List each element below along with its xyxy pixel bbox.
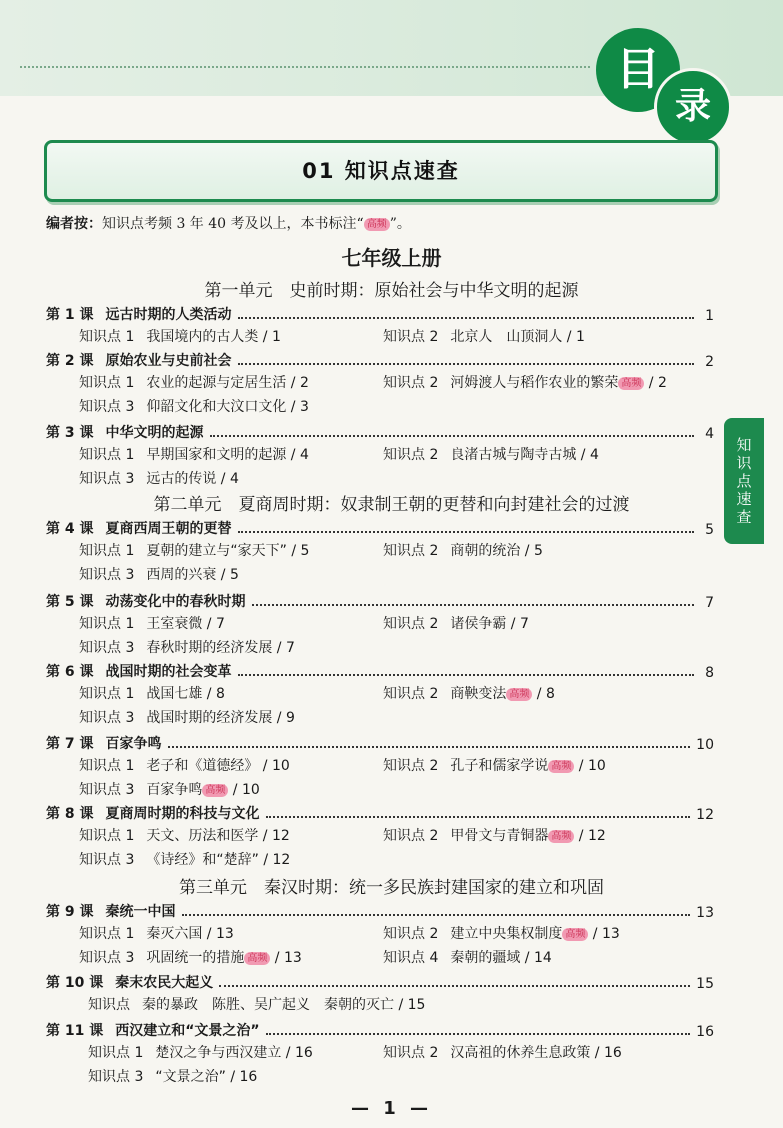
knowledge-point[interactable] [383,540,543,560]
dot-leader [210,435,695,437]
knowledge-point-title: 战国时期的经济发展 [146,710,273,726]
hot-badge: 高频 [562,928,588,941]
knowledge-point-page: 7 [285,640,295,656]
knowledge-point-title: 秦朝的疆域 [450,950,521,966]
side-tab-char: 知 [736,436,752,454]
knowledge-point-label: 知识点 1 [79,375,135,391]
page-separator: / [202,926,216,942]
knowledge-point[interactable] [79,326,281,346]
lesson-number: 第 2 课 [46,353,94,369]
editor-note-text-end: ”。 [389,216,411,232]
page-separator: / [286,399,300,415]
knowledge-point-page: 9 [285,710,295,726]
knowledge-point-label: 知识点 2 [383,926,439,942]
lesson-number: 第 7 课 [46,736,94,752]
knowledge-point[interactable] [88,994,425,1014]
page-separator: / [202,686,216,702]
knowledge-point-label: 知识点 3 [79,710,135,726]
lesson-number: 第 4 课 [46,521,94,537]
hot-badge: 高频 [548,760,574,773]
knowledge-point-label: 知识点 3 [79,399,135,415]
lesson-number: 第 9 课 [46,904,94,920]
knowledge-point-page: 10 [241,782,260,798]
lesson-title: 原始农业与史前社会 [105,353,232,369]
lesson-title: 中华文明的起源 [105,425,204,441]
lesson-page: 8 [705,665,714,681]
knowledge-point-title: 天文、历法和医学 [146,828,259,844]
knowledge-point[interactable] [79,396,309,416]
knowledge-point[interactable] [79,947,302,967]
toc-badge-char-1: 目 [596,28,680,112]
knowledge-point[interactable] [79,637,295,657]
knowledge-point-title: 百家争鸣 [146,782,203,798]
page-separator: / [272,710,286,726]
page-separator: / [286,543,301,559]
side-tab-char: 速 [736,490,752,508]
lesson-title: 远古时期的人类活动 [105,307,232,323]
knowledge-point-label: 知识点 2 [383,616,439,632]
page-separator: / [532,686,546,702]
knowledge-point-title: 商朝的统治 [450,543,521,559]
toc-lesson-row[interactable] [46,1018,714,1040]
page-separator: / [394,997,408,1013]
knowledge-point-label: 知识点 1 [79,828,135,844]
knowledge-point-label: 知识点 1 [79,543,135,559]
knowledge-point[interactable] [79,468,239,488]
toc-lesson-row[interactable] [46,589,714,611]
page-separator: / [258,758,272,774]
lesson-page: 10 [696,737,714,753]
lesson-page: 7 [705,595,714,611]
knowledge-point[interactable] [88,1042,313,1062]
page-separator: / [588,926,602,942]
lesson-number: 第 11 课 [46,1023,104,1039]
knowledge-point-label: 知识点 3 [79,640,135,656]
side-tab-char: 点 [736,472,752,490]
knowledge-point-label: 知识点 1 [88,1045,144,1061]
hot-badge: 高频 [618,377,644,390]
knowledge-point-label: 知识点 3 [79,782,135,798]
page-separator: / [225,1069,240,1085]
knowledge-point-title: 仰韶文化和大汶口文化 [146,399,287,415]
page-separator: / [272,640,286,656]
page-separator: / [574,828,588,844]
knowledge-point[interactable] [383,444,599,464]
knowledge-point-label: 知识点 2 [383,329,439,345]
page-separator: / [286,375,300,391]
page-separator: / [574,758,588,774]
knowledge-point[interactable] [79,540,309,560]
knowledge-point[interactable] [79,372,309,392]
lesson-number: 第 1 课 [46,307,94,323]
lesson-page: 12 [696,807,714,823]
lesson-title: 秦末农民大起义 [115,975,214,991]
unit-title: 第三单元 秦汉时期：统一多民族封建国家的建立和巩固 [179,878,604,898]
lesson-number: 第 10 课 [46,975,104,991]
knowledge-point-label: 知识点 2 [383,375,439,391]
knowledge-point[interactable] [383,326,585,346]
toc-lesson-row[interactable] [46,348,714,370]
knowledge-point[interactable] [79,779,260,799]
dot-leader [238,531,695,533]
knowledge-point-page: 12 [272,852,291,868]
knowledge-point-title: 秦的暴政 陈胜、吴广起义 秦朝的灭亡 [142,997,394,1013]
lesson-page: 16 [696,1024,714,1040]
knowledge-point-label: 知识点 2 [383,543,439,559]
hot-badge: 高频 [202,784,228,797]
volume-title: 七年级上册 [341,246,442,270]
knowledge-point-page: 13 [215,926,234,942]
knowledge-point-label: 知识点 1 [79,686,135,702]
knowledge-point[interactable] [383,372,667,392]
toc-lesson-row[interactable] [46,970,714,992]
dot-leader [238,317,695,319]
knowledge-point-page: 4 [299,447,309,463]
knowledge-point-title: 秦灭六国 [146,926,203,942]
knowledge-point-page: 13 [601,926,620,942]
knowledge-point-page: 16 [294,1045,313,1061]
toc-lesson-row[interactable] [46,801,714,823]
section-banner [44,140,718,202]
knowledge-point-title: “文景之治” [155,1069,226,1085]
knowledge-point-label: 知识点 4 [383,950,439,966]
dot-leader [168,746,691,748]
knowledge-point-page: 4 [229,471,239,487]
lesson-page: 15 [696,976,714,992]
toc-lesson-row[interactable] [46,302,714,324]
page-separator: / [258,852,273,868]
knowledge-point-page: 16 [603,1045,622,1061]
lesson-page: 5 [705,522,714,538]
page-separator: / [562,329,576,345]
knowledge-point[interactable] [383,683,555,703]
knowledge-point[interactable] [383,613,529,633]
knowledge-point-page: 8 [545,686,555,702]
knowledge-point-title: 老子和《道德经》 [146,758,259,774]
knowledge-point-page: 12 [271,828,290,844]
hot-badge: 高频 [548,830,574,843]
toc-lesson-row[interactable] [46,516,714,538]
knowledge-point-label: 知识点 1 [79,758,135,774]
knowledge-point-page: 14 [533,950,552,966]
knowledge-point-title: 商鞅变法 [450,686,507,702]
knowledge-point[interactable] [79,825,290,845]
knowledge-point-title: 王室衰微 [146,616,203,632]
lesson-page: 13 [696,905,714,921]
knowledge-point-label: 知识点 3 [79,471,135,487]
unit-title: 第一单元 史前时期：原始社会与中华文明的起源 [204,281,579,301]
knowledge-point-title: 河姆渡人与稻作农业的繁荣 [450,375,619,391]
knowledge-point-label: 知识点 3 [79,950,135,966]
knowledge-point-page: 1 [575,329,585,345]
lesson-number: 第 5 课 [46,594,94,610]
knowledge-point[interactable] [79,613,225,633]
lesson-page: 4 [705,426,714,442]
page-separator: / [258,828,272,844]
knowledge-point-label: 知识点 2 [383,686,439,702]
editor-note-label: 编者按： [46,216,102,232]
dot-leader [182,914,691,916]
toc-badge-char-2: 录 [654,68,732,146]
dot-leader [266,1033,691,1035]
lesson-number: 第 8 课 [46,806,94,822]
knowledge-point-label: 知识点 [88,997,130,1013]
knowledge-point[interactable] [383,755,606,775]
knowledge-point-label: 知识点 2 [383,447,439,463]
knowledge-point-title: 远古的传说 [146,471,217,487]
knowledge-point-label: 知识点 1 [79,616,135,632]
lesson-number: 第 6 课 [46,664,94,680]
lesson-number: 第 3 课 [46,425,94,441]
knowledge-point-page: 7 [519,616,529,632]
toc-lesson-row[interactable] [46,899,714,921]
page-separator: / [281,1045,295,1061]
lesson-title: 夏商西周王朝的更替 [105,521,232,537]
knowledge-point-label: 知识点 1 [79,926,135,942]
page-separator: / [644,375,658,391]
knowledge-point-title: 良渚古城与陶寺古城 [450,447,577,463]
page-separator: / [270,950,284,966]
knowledge-point-title: 甲骨文与青铜器 [450,828,549,844]
knowledge-point-page: 7 [215,616,225,632]
knowledge-point-title: 汉高祖的休养生息政策 [450,1045,591,1061]
page-separator: / [590,1045,604,1061]
lesson-title: 战国时期的社会变革 [105,664,232,680]
knowledge-point-title: 北京人 山顶洞人 [450,329,563,345]
knowledge-point-label: 知识点 3 [88,1069,144,1085]
knowledge-point[interactable] [88,1066,257,1086]
toc-badge [596,28,728,128]
page-separator: / [520,543,534,559]
lesson-page: 2 [705,354,714,370]
knowledge-point-title: 早期国家和文明的起源 [146,447,287,463]
toc-lesson-row[interactable] [46,420,714,442]
header-dotted-line [20,66,590,68]
knowledge-point-title: 西周的兴衰 [146,567,217,583]
knowledge-point-page: 3 [299,399,309,415]
page-separator: / [216,471,230,487]
side-tab-char: 识 [736,454,752,472]
section-title: 01 知识点速查 [302,159,460,183]
knowledge-point[interactable] [383,825,606,845]
page-separator: / [258,329,272,345]
knowledge-point-title: 孔子和儒家学说 [450,758,549,774]
lesson-title: 西汉建立和“文景之治” [115,1023,260,1039]
knowledge-point-page: 4 [589,447,599,463]
dot-leader [238,674,695,676]
knowledge-point-title: 《诗经》和“楚辞” [146,852,259,868]
lesson-title: 动荡变化中的春秋时期 [105,594,246,610]
knowledge-point-title: 战国七雄 [146,686,203,702]
editor-note [46,213,411,233]
dot-leader [252,604,695,606]
knowledge-point-label: 知识点 2 [383,1045,439,1061]
dot-leader [238,363,695,365]
knowledge-point[interactable] [79,564,239,584]
knowledge-point-page: 13 [283,950,302,966]
hot-badge: 高频 [506,688,532,701]
knowledge-point-page: 1 [271,329,281,345]
hot-badge: 高频 [364,218,390,231]
knowledge-point[interactable] [79,923,234,943]
lesson-title: 百家争鸣 [105,736,162,752]
knowledge-point-page: 16 [239,1069,258,1085]
knowledge-point-label: 知识点 1 [79,447,135,463]
knowledge-point-title: 我国境内的古人类 [146,329,259,345]
toc-lesson-row[interactable] [46,659,714,681]
knowledge-point-label: 知识点 1 [79,329,135,345]
toc-lesson-row[interactable] [46,731,714,753]
knowledge-point-label: 知识点 2 [383,828,439,844]
knowledge-point-label: 知识点 3 [79,852,135,868]
page-number: — 1 — [350,1098,433,1119]
knowledge-point-page: 8 [215,686,225,702]
knowledge-point-title: 夏朝的建立与“家天下” [146,543,287,559]
knowledge-point-title: 诸侯争霸 [450,616,507,632]
knowledge-point[interactable] [383,923,620,943]
page-separator: / [202,616,216,632]
lesson-title: 秦统一中国 [105,904,176,920]
hot-badge: 高频 [244,952,270,965]
knowledge-point[interactable] [79,683,225,703]
knowledge-point[interactable] [383,1042,622,1062]
page-separator: / [286,447,300,463]
knowledge-point[interactable] [79,707,295,727]
unit-title: 第二单元 夏商周时期：奴隶制王朝的更替和向封建社会的过渡 [153,495,630,515]
lesson-page: 1 [705,308,714,324]
page-separator: / [520,950,534,966]
knowledge-point-page: 10 [271,758,290,774]
knowledge-point-page: 12 [587,828,606,844]
knowledge-point-title: 建立中央集权制度 [450,926,563,942]
knowledge-point-label: 知识点 2 [383,758,439,774]
knowledge-point-label: 知识点 3 [79,567,135,583]
knowledge-point-page: 2 [299,375,309,391]
side-tab-char: 查 [736,508,752,526]
knowledge-point[interactable] [383,947,552,967]
page-separator: / [506,616,520,632]
knowledge-point-page: 5 [300,543,310,559]
knowledge-point[interactable] [79,444,309,464]
knowledge-point-title: 农业的起源与定居生活 [146,375,287,391]
knowledge-point-title: 楚汉之争与西汉建立 [155,1045,282,1061]
knowledge-point-title: 巩固统一的措施 [146,950,245,966]
knowledge-point-page: 10 [587,758,606,774]
knowledge-point[interactable] [79,849,290,869]
side-tab[interactable] [724,418,764,544]
knowledge-point-title: 春秋时期的经济发展 [146,640,273,656]
knowledge-point-page: 15 [407,997,426,1013]
editor-note-text: 知识点考频 3 年 40 考及以上，本书标注“ [102,216,364,232]
knowledge-point-page: 2 [657,375,667,391]
knowledge-point-page: 5 [533,543,543,559]
page-separator: / [216,567,230,583]
dot-leader [266,816,691,818]
page-separator: / [576,447,590,463]
lesson-title: 夏商周时期的科技与文化 [105,806,260,822]
page-separator: / [228,782,242,798]
knowledge-point[interactable] [79,755,290,775]
dot-leader [219,985,690,987]
knowledge-point-page: 5 [229,567,239,583]
